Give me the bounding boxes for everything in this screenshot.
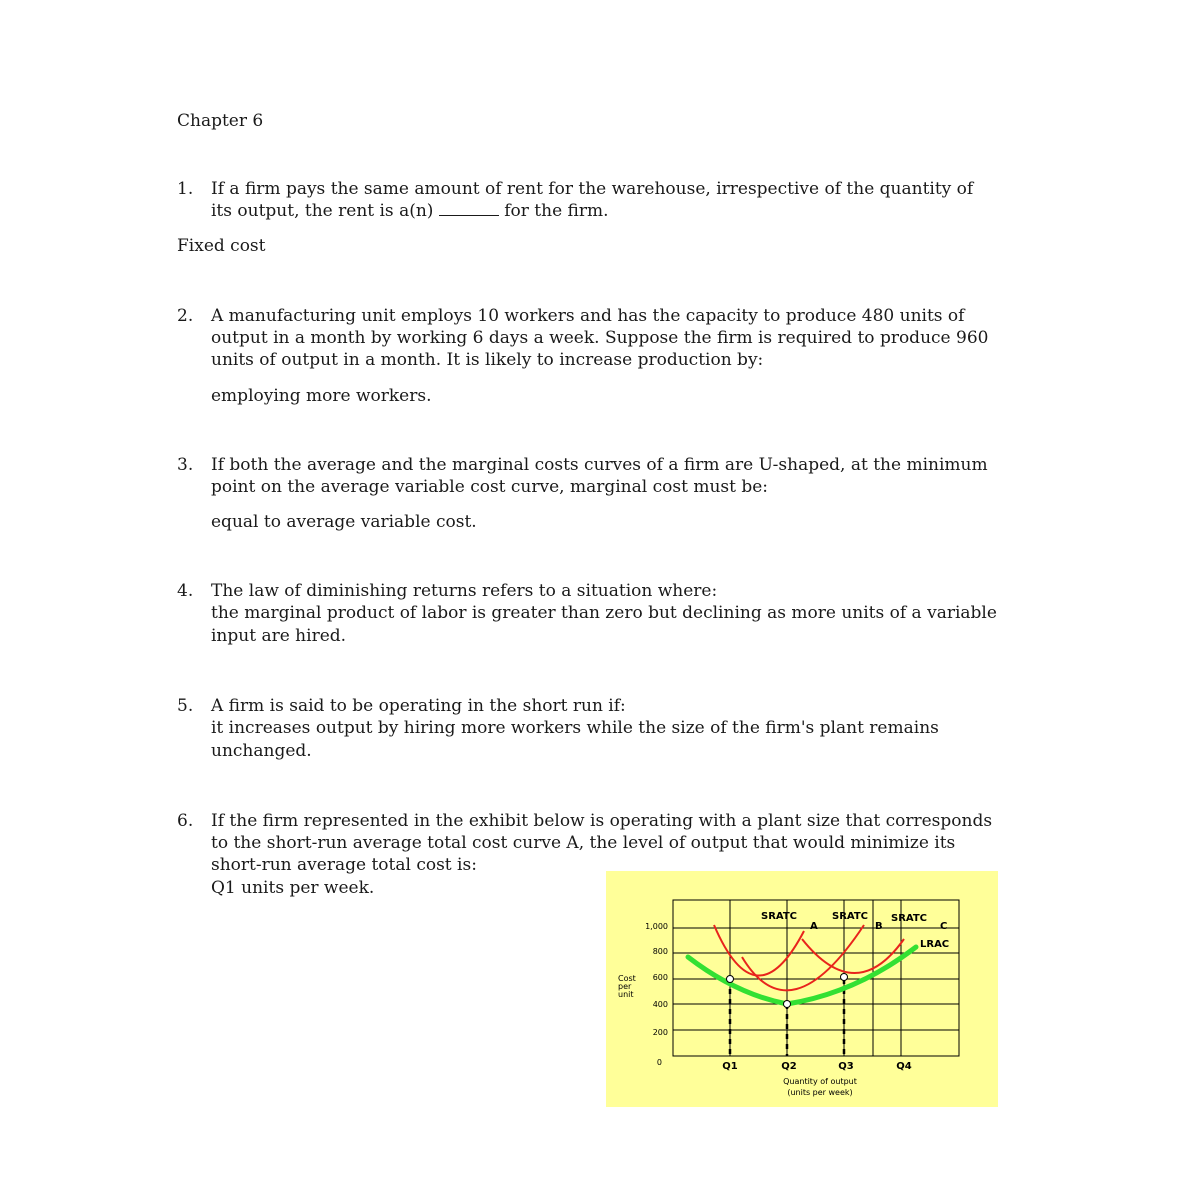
answer-text: equal to average variable cost.: [211, 512, 477, 532]
answer-text: Q1 units per week.: [211, 878, 375, 898]
y-axis-label: per: [618, 982, 632, 991]
question-text: The law of diminishing returns refers to a situation where:: [211, 581, 718, 601]
sratc-a-curve: [714, 925, 804, 976]
answer-text: input are hired.: [211, 626, 347, 646]
sratc-c-label: SRATC: [891, 913, 928, 924]
chapter-title: Chapter 6: [177, 111, 264, 131]
answer-blank: [439, 201, 499, 216]
sratc-a-letter: A: [810, 921, 818, 932]
question-text-after-blank: for the firm.: [504, 201, 609, 221]
question-text: units of output in a month. It is likely to increase production by:: [211, 350, 764, 370]
answer-text: the marginal product of labor is greater than zero but declining as more units of a variable: [211, 603, 997, 623]
question-number: 5.: [177, 696, 194, 716]
x-tick-label: Q2: [781, 1061, 797, 1072]
question-number: 4.: [177, 581, 194, 601]
y-tick-label: 0: [656, 1058, 662, 1067]
x-axis-label: (units per week): [787, 1088, 853, 1097]
answer-text: employing more workers.: [211, 386, 432, 406]
y-tick-label: 1,000: [645, 922, 668, 931]
question-text: If both the average and the marginal costs curves of a firm are U-shaped, at the minimum: [211, 455, 988, 475]
y-axis-label: Cost: [618, 974, 636, 983]
answer-text: Fixed cost: [177, 236, 266, 256]
question-text: to the short-run average total cost curve A, the level of output that would minimize its: [211, 833, 956, 853]
question-number: 3.: [177, 455, 194, 475]
point-q1: [727, 976, 734, 983]
y-tick-label: 400: [652, 1000, 668, 1009]
answer-text: it increases output by hiring more workers while the size of the firm's plant remains: [211, 718, 939, 738]
question-text: point on the average variable cost curve, marginal cost must be:: [211, 477, 769, 497]
x-axis-label: Quantity of output: [783, 1077, 857, 1086]
lrac-label: LRAC: [920, 939, 950, 950]
question-number: 2.: [177, 306, 194, 326]
sratc-a-label: SRATC: [761, 911, 798, 922]
y-tick-label: 800: [652, 947, 668, 956]
sratc-b-label: SRATC: [832, 911, 869, 922]
y-tick-label: 200: [652, 1028, 668, 1037]
question-text-before-blank: its output, the rent is a(n): [211, 201, 434, 221]
y-tick-label: 600: [652, 973, 668, 982]
question-text: output in a month by working 6 days a week. Suppose the firm is required to produce 960: [211, 328, 989, 348]
cost-curves-chart: [606, 871, 998, 1107]
sratc-c-letter: C: [940, 921, 948, 932]
question-number: 1.: [177, 179, 194, 199]
question-text: short-run average total cost is:: [211, 855, 477, 875]
answer-text: unchanged.: [211, 741, 312, 761]
x-tick-label: Q3: [838, 1061, 854, 1072]
x-tick-label: Q1: [722, 1061, 738, 1072]
lrac-curve: [688, 947, 916, 1004]
question-text: If a firm pays the same amount of rent for the warehouse, irrespective of the quantity of: [211, 179, 974, 199]
point-q3: [841, 974, 848, 981]
question-number: 6.: [177, 811, 194, 831]
sratc-b-letter: B: [875, 921, 883, 932]
question-text: If the firm represented in the exhibit below is operating with a plant size that corresponds: [211, 811, 993, 831]
x-tick-label: Q4: [896, 1061, 912, 1072]
question-text: [211, 200, 609, 222]
y-axis-label: unit: [618, 990, 634, 999]
question-text: A manufacturing unit employs 10 workers and has the capacity to produce 480 units of: [211, 306, 965, 326]
cost-curves-exhibit: [606, 871, 998, 1107]
point-q2: [784, 1001, 791, 1008]
question-text: A firm is said to be operating in the short run if:: [211, 696, 626, 716]
